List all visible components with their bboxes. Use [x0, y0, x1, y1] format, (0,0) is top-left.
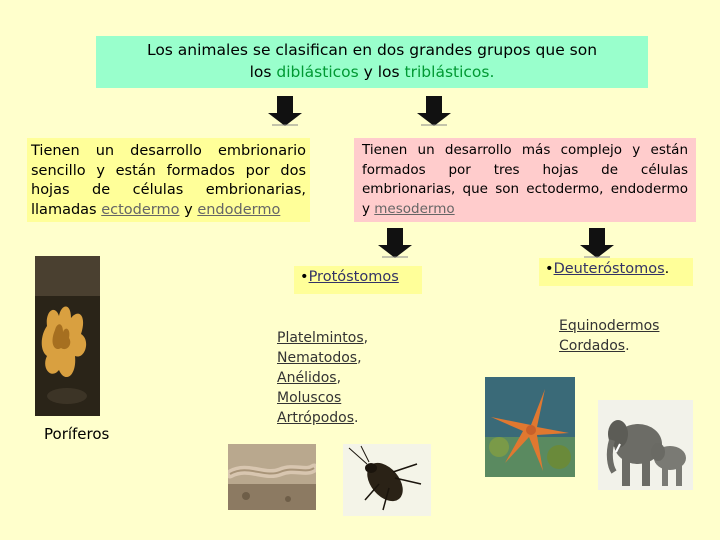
- title-line1: Los animales se clasifican en dos grandes grupos que son: [146, 41, 598, 59]
- list-item: [559, 316, 659, 336]
- label-poriferos: Poríferos: [44, 425, 110, 443]
- link-anelidos[interactable]: Anélidos: [277, 370, 337, 386]
- separator: ,: [336, 370, 342, 386]
- sponge-photo: [35, 256, 100, 416]
- link-equinodermos[interactable]: Equinodermos: [559, 318, 660, 334]
- triblasticos-description: [354, 138, 696, 222]
- title-line2: [96, 61, 648, 83]
- diblasticos-text: Tienen un desarrollo embrionario sencillo y están formados por dos hojas de células embrionarias, llamadas: [31, 143, 306, 218]
- list-item: [559, 336, 659, 356]
- starfish-photo: [485, 377, 575, 477]
- deuterostomos-suffix: .: [664, 261, 670, 277]
- title-line2-mid: y los: [358, 63, 405, 81]
- list-item: [277, 328, 368, 348]
- title-line2-pre: los: [249, 63, 277, 81]
- list-item: [277, 348, 368, 368]
- elephant-photo: [598, 400, 693, 490]
- link-deuterostomos[interactable]: Deuteróstomos: [553, 261, 665, 277]
- title-box: [96, 36, 648, 88]
- diblasticos-description: [27, 138, 310, 222]
- separator: .: [354, 410, 359, 426]
- link-nematodos[interactable]: Nematodos: [277, 350, 358, 366]
- separator: ,: [363, 330, 369, 346]
- link-ectodermo[interactable]: ectodermo: [101, 201, 180, 218]
- deuterostomos-list: [559, 316, 659, 356]
- list-item: [277, 408, 368, 428]
- worm-photo: [228, 444, 316, 510]
- term-diblasticos: diblásticos: [276, 63, 359, 81]
- triblasticos-text: Tienen un desarrollo más complejo y están formados por tres hojas de células embrionarias, que son ectodermo, endodermo y: [362, 142, 688, 217]
- bullet: •: [300, 269, 309, 285]
- link-endodermo[interactable]: endodermo: [197, 201, 281, 218]
- link-artropodos[interactable]: Artrópodos: [277, 410, 355, 426]
- link-moluscos[interactable]: Moluscos: [277, 390, 342, 406]
- arrow-down-icon: [417, 96, 451, 126]
- cockroach-photo: [343, 444, 431, 516]
- bullet: •: [545, 261, 554, 277]
- link-mesodermo[interactable]: mesodermo: [374, 200, 455, 217]
- conj-y: y: [179, 201, 198, 218]
- link-cordados[interactable]: Cordados: [559, 338, 626, 354]
- separator: .: [625, 338, 630, 354]
- list-item: [277, 368, 368, 388]
- arrow-down-icon: [580, 228, 614, 258]
- link-protostomos[interactable]: Protóstomos: [308, 269, 399, 285]
- arrow-down-icon: [378, 228, 412, 258]
- deuterostomos-box: [539, 258, 693, 286]
- term-triblasticos: triblásticos.: [404, 63, 495, 81]
- list-item: [277, 388, 368, 408]
- protostomos-list: [277, 328, 368, 428]
- arrow-down-icon: [268, 96, 302, 126]
- link-platelmintos[interactable]: Platelmintos: [277, 330, 364, 346]
- protostomos-box: [294, 266, 422, 294]
- separator: ,: [357, 350, 362, 366]
